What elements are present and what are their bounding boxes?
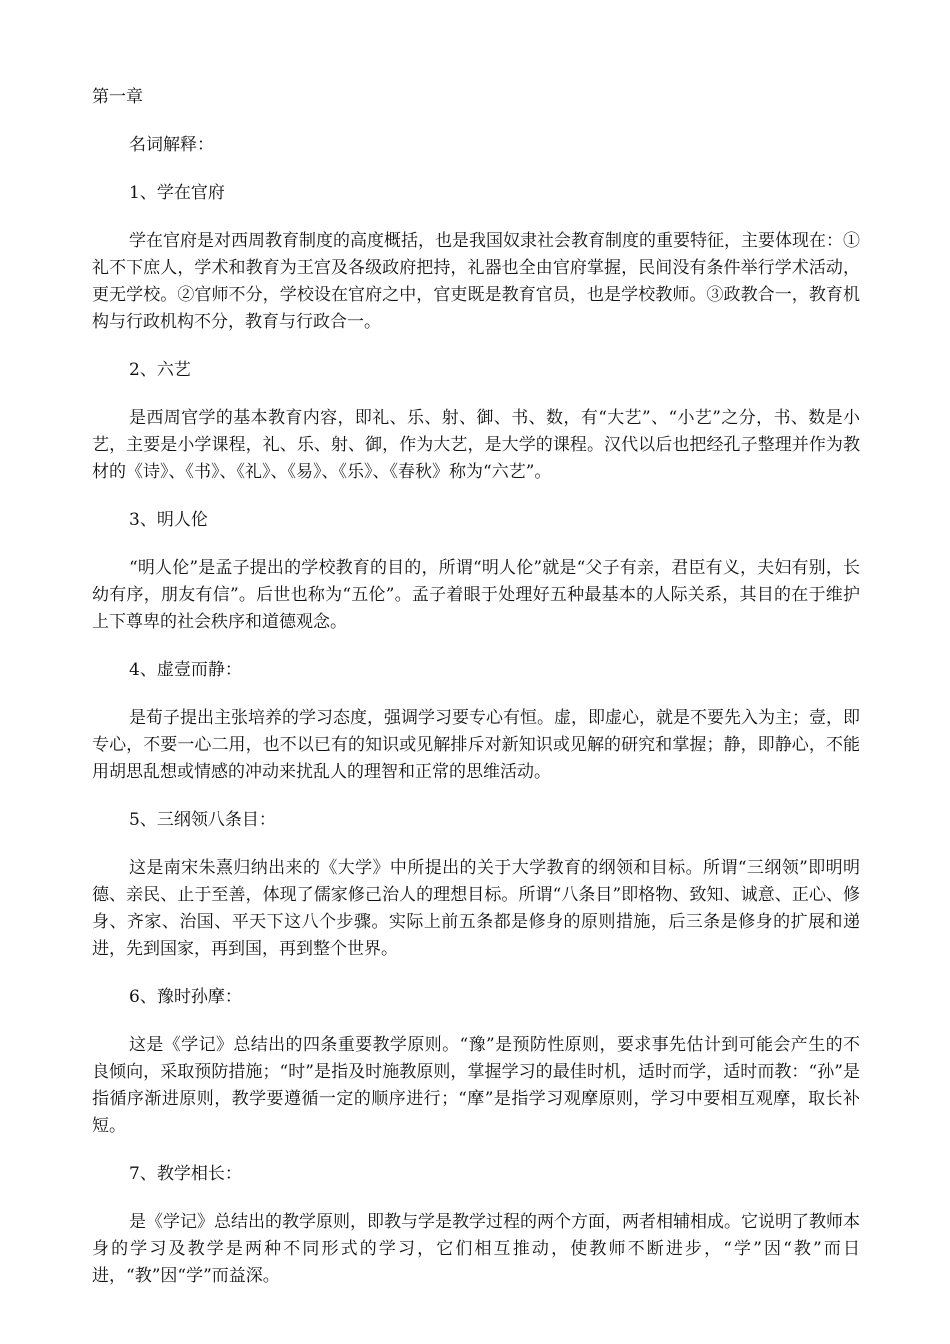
term-definition: “明人伦”是孟子提出的学校教育的目的，所谓“明人伦”就是“父子有亲，君臣有义，夫妇有别，长幼有序，朋友有信”。后世也称为“五伦”。孟子着眼于处理好五种最基本的人际关系，其目的在于维护上下尊卑的社会秩序和道德观念。: [92, 558, 860, 632]
term-heading: 5、三纲领八条目：: [129, 810, 276, 830]
term-heading: 3、明人伦: [129, 510, 208, 530]
term-heading: 6、豫时孙摩：: [129, 987, 242, 1007]
term-heading: 1、学在官府: [129, 183, 225, 203]
chapter-title: 第一章: [92, 87, 143, 107]
term-heading: 7、教学相长：: [129, 1164, 242, 1184]
term-definition: 是《学记》总结出的教学原则，即教与学是教学过程的两个方面，两者相辅相成。它说明了教师本身的学习及教学是两种不同形式的学习，它们相互推动，使教师不断进步，“学”因“教”而日进，“教”因“学”而益深。: [92, 1212, 860, 1286]
term-definition: 学在官府是对西周教育制度的高度概括，也是我国奴隶社会教育制度的重要特征，主要体现在：①礼不下庶人，学术和教育为王宫及各级政府把持，礼器也全由官府掌握，民间没有条件举行学术活动，更无学校。②官师不分，学校设在官府之中，官吏既是教育官员，也是学校教师。③政教合一，教育机构与行政机构不分，教育与行政合一。: [92, 231, 860, 332]
term-definition: 这是《学记》总结出的四条重要教学原则。“豫”是预防性原则，要求事先估计到可能会产生的不良倾向，采取预防措施；“时”是指及时施教原则，掌握学习的最佳时机，适时而学，适时而教：“孙”是指循序渐进原则，教学要遵循一定的顺序进行；“摩”是指学习观摩原则，学习中要相互观摩，取长补短。: [92, 1035, 860, 1136]
section-title: 名词解释：: [129, 135, 214, 155]
term-heading: 2、六艺: [129, 360, 191, 380]
document-page: [92, 84, 860, 1311]
term-definition: 是西周官学的基本教育内容，即礼、乐、射、御、书、数，有“大艺”、“小艺”之分，书、数是小艺，主要是小学课程，礼、乐、射、御，作为大艺，是大学的课程。汉代以后也把经孔子整理并作为教材的《诗》、《书》、《礼》、《易》、《乐》、《春秋》称为“六艺”。: [92, 408, 860, 482]
term-heading: 4、虚壹而静：: [129, 660, 242, 680]
term-definition: 是荀子提出主张培养的学习态度，强调学习要专心有恒。虚，即虚心，就是不要先入为主；壹，即专心，不要一心二用，也不以已有的知识或见解排斥对新知识或见解的研究和掌握；静，即静心，不能用胡思乱想或情感的冲动来扰乱人的理智和正常的思维活动。: [92, 708, 860, 782]
term-definition: 这是南宋朱熹归纳出来的《大学》中所提出的关于大学教育的纲领和目标。所谓“三纲领”即明明德、亲民、止于至善，体现了儒家修己治人的理想目标。所谓“八条目”即格物、致知、诚意、正心、修身、齐家、治国、平天下这八个步骤。实际上前五条都是修身的原则措施，后三条是修身的扩展和递进，先到国家，再到国，再到整个世界。: [92, 858, 860, 959]
